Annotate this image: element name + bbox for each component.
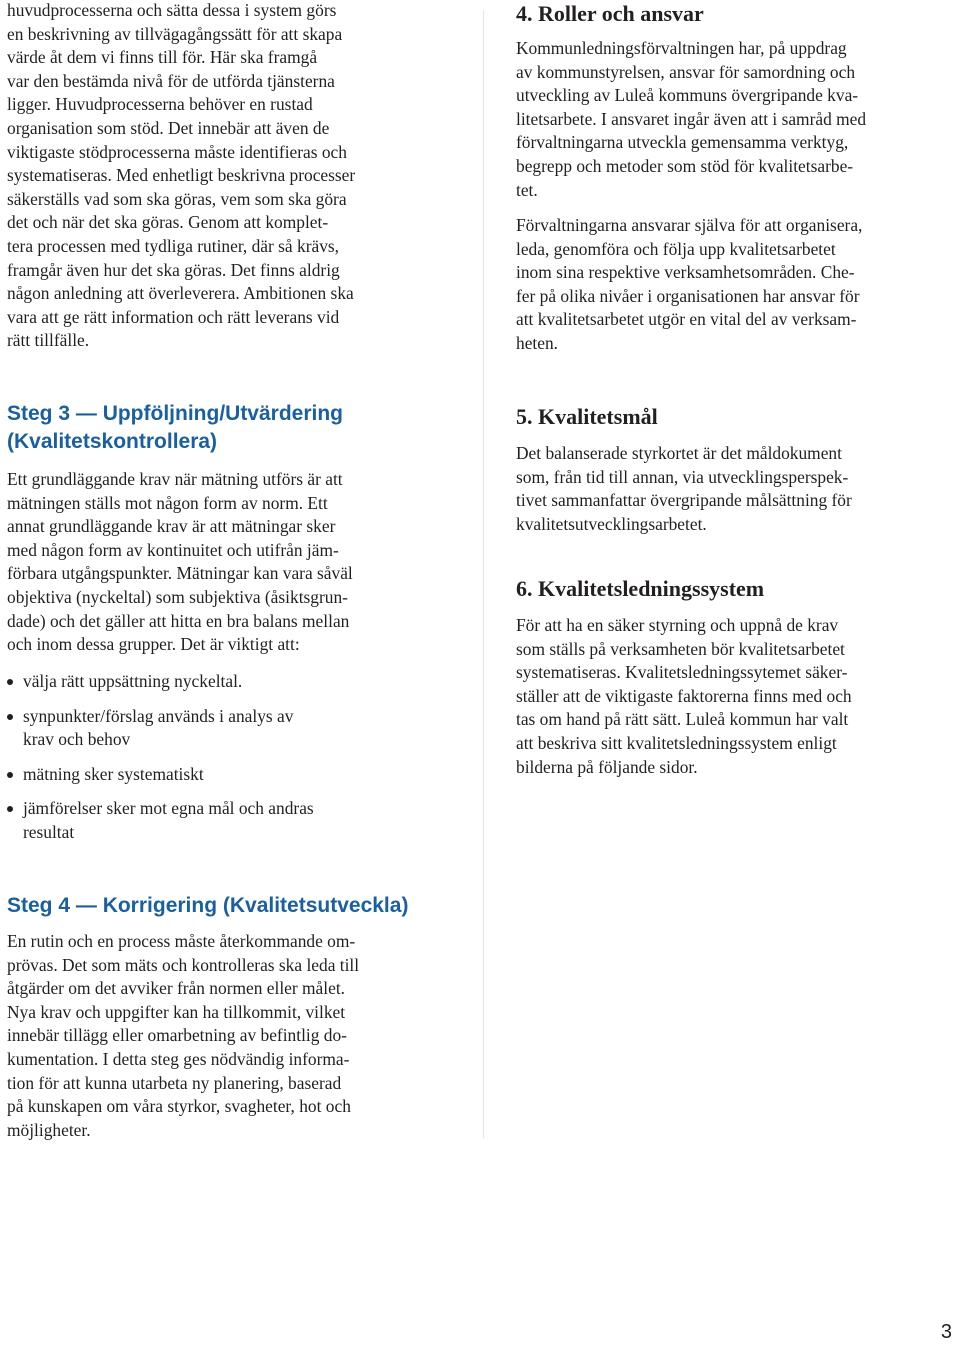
bullet-icon xyxy=(7,679,13,685)
page-number: 3 xyxy=(940,1321,952,1343)
section4-heading: 4. Roller och ansvar xyxy=(516,1,704,26)
list-item: synpunkter/förslag används i analys av krav och behov xyxy=(7,705,451,752)
section6-paragraph: För att ha en säker styrning och uppnå de krav som ställs på verksamheten bör kvalitetsarbetet systematiseras. Kvalitetsledningssytemet säker- ställer att de viktigaste faktorerna finns med och tas om hand på rätt sätt. Luleå kommun har valt att beskriva sitt kvalitetsledningssystem enligt bilderna på följande sidor. xyxy=(516,615,852,777)
list-item: mätning sker systematiskt xyxy=(7,763,451,787)
bullet-icon xyxy=(7,714,13,720)
bullet-list xyxy=(7,670,451,845)
list-item: jämförelser sker mot egna mål och andras resultat xyxy=(7,797,451,844)
section5-heading: 5. Kvalitetsmål xyxy=(516,404,658,429)
steg4-body: En rutin och en process måste återkommande om- prövas. Det som mäts och kontrolleras ska leda till åtgärder om det avviker från normen eller målet. Nya krav och uppgifter kan ha tillkommit, vilket innebär tillägg eller omarbetning av befintlig do- kumentation. I detta steg ges nödvändig informa- tion för att kunna utarbeta ny planering, baserad på kunskapen om våra styrkor, svagheter, hot och möjligheter. xyxy=(7,931,360,1140)
bullet-icon xyxy=(7,806,13,812)
intro-paragraph: huvudprocesserna och sätta dessa i system görs en beskrivning av tillvägagångssätt för att skapa värde åt dem vi finns till för. Här ska framgå var den bestämda nivå för de utförda tjänsterna ligger. Huvudprocesserna behöver en rustad organisation som stöd. Det innebär att även de viktigaste stödprocesserna måste identifieras och systematiseras. Med enhetligt beskrivna processer säkerställs vad som ska göras, vem som ska göra det och när det ska göras. Genom att komplet- tera processen med tydliga rutiner, där så krävs, framgår även hur det ska göras. Det finns aldrig någon anledning att överleverera. Ambitionen ska vara att ge rätt information och rätt leverans vid rätt tillfälle. xyxy=(7,0,356,351)
column-divider xyxy=(483,10,484,1138)
steg3-body: Ett grundläggande krav när mätning utförs är att mätningen ställs mot någon form av norm. Ett annat grundläggande krav är att mätningar sker med någon form av kontinuitet och utifrån jäm- förbara utgångspunkter. Mätningar kan vara såväl objektiva (nyckeltal) som subjektiva (åsiktsgrun- dade) och det gäller att hitta en bra balans mellan och inom dessa grupper. Det är viktigt att: xyxy=(7,469,353,655)
section4-paragraph-2: Förvaltningarna ansvarar själva för att organisera, leda, genomföra och följa upp kvalitetsarbetet inom sina respektive verksamhetsområden. Che- fer på olika nivåer i organisationen har ansvar för att kvalitetsarbetet utgör en vital del av verksam- heten. xyxy=(516,215,863,353)
bullet-icon xyxy=(7,772,13,778)
steg3-heading: Steg 3 — Uppföljning/Utvärdering (Kvalitetskontrollera) xyxy=(7,402,344,453)
list-item: välja rätt uppsättning nyckeltal. xyxy=(7,670,451,694)
section6-heading: 6. Kvalitetsledningssystem xyxy=(516,576,765,601)
section5-paragraph: Det balanserade styrkortet är det måldokument som, från tid till annan, via utvecklingsperspek- tivet sammanfattar övergripande målsättning för kvalitetsutvecklingsarbetet. xyxy=(516,443,852,534)
steg4-heading: Steg 4 — Korrigering (Kvalitetsutveckla) xyxy=(7,894,409,917)
section4-paragraph-1: Kommunledningsförvaltningen har, på uppdrag av kommunstyrelsen, ansvar för samordning och utveckling av Luleå kommuns övergripande kva- litetsarbete. I ansvaret ingår även att i samråd med förvaltningarna utveckla gemensamma verktyg, begrepp och metoder som stöd för kvalitetsarbe- tet. xyxy=(516,38,867,200)
